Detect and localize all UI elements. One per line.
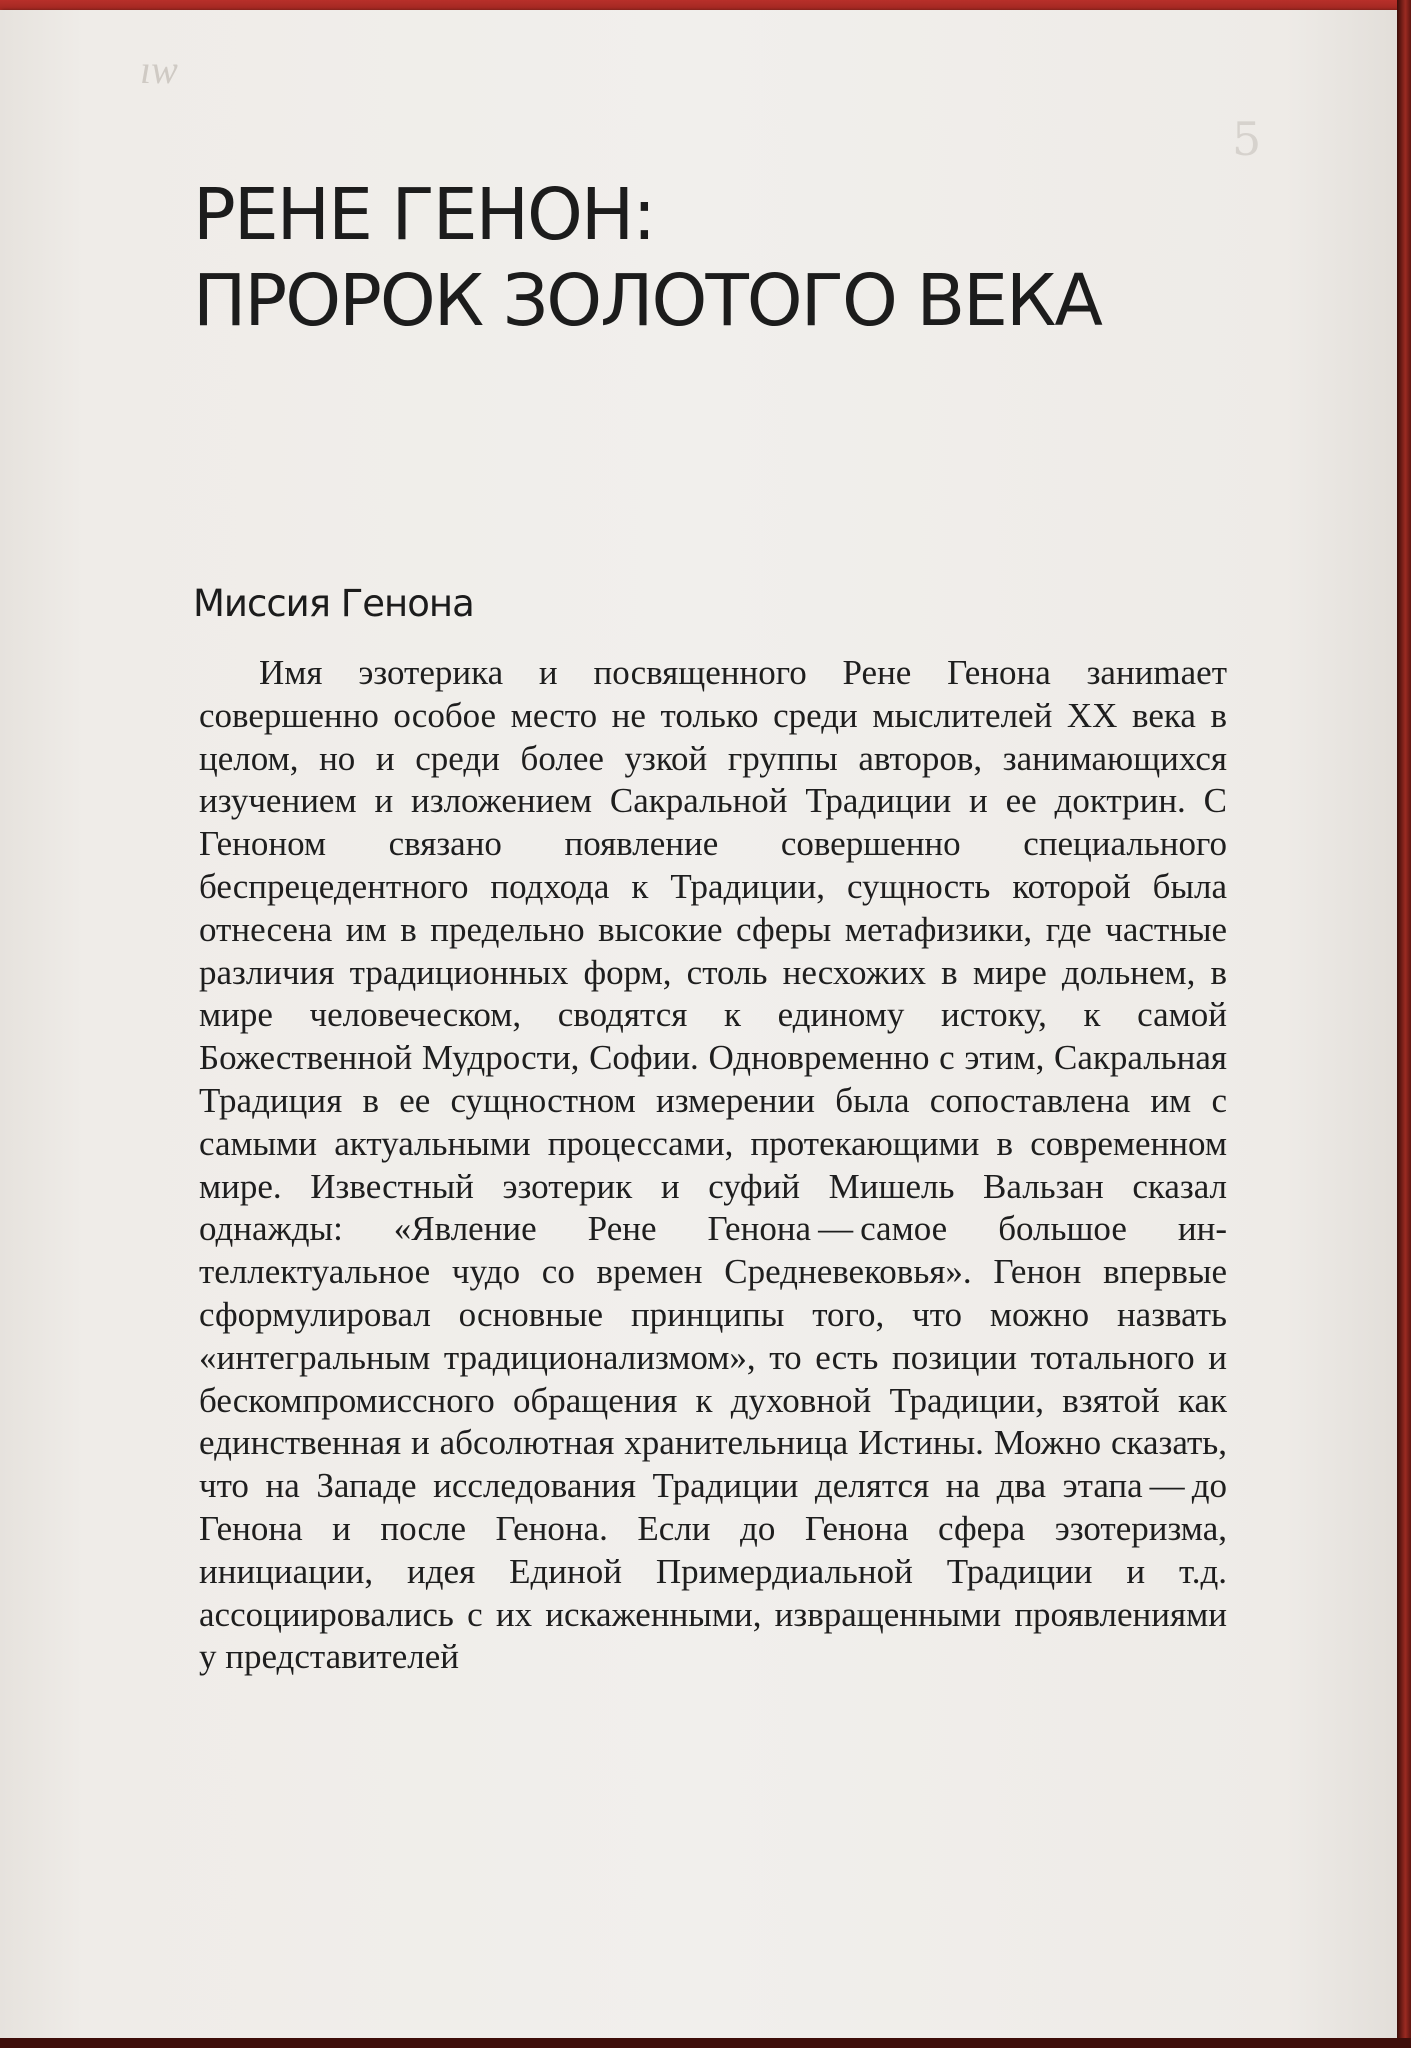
book-page — [0, 10, 1398, 2040]
body-paragraph: Имя эзотерика и посвященного Рене Генона заниmает совершенно особое место не только среди мыслителей XX века в целом, но и среди более узкой группы авторов, занимающихся изучением и изложением Сакральной Традиции и ее доктрин. С Геноном связано появление совершенно специального беспрецедентного подхода к Традиции, сущность которой была отнесена им в предельно высокие сферы метафизики, где частные различия традиционных форм, столь несхожих в мире дольнем, в мире человеческом, сводятся к единому истоку, к самой Божественной Мудрости, Софии. Одновременно с этим, Сакральная Традиция в ее сущностном измерении была сопоставлена им с самыми актуальными процессами, протекающими в современном мире. Известный эзотерик и суфий Мишель Вальзан сказал однажды: «Явление Рене Генона — самое большое интеллектуальное чудо со времен Средневековья». Генон впервые сформулировал основные принципы того, что можно назвать «интегральным традиционализмом», то есть позиции тотального и бескомпромиссного обращения к духовной Традиции, взятой как единственная и абсолютная хранительница Истины. Можно сказать, что на Западе исследования Традиции делятся на два этапа — до Генона и после Генона. Если до Генона сфера эзотеризма, инициации, идея Единой Примердиальной Традиции и т.д. ассоциировались с их искаженными, извращенными проявлениями у представителей — [199, 653, 1227, 1677]
chapter-title — [193, 172, 1101, 344]
pencil-mark: ıw — [140, 47, 178, 92]
book-cover-right-edge — [1397, 0, 1411, 2048]
chapter-title-line-2: ПРОРОК ЗОЛОТОГО ВЕКА — [193, 259, 1101, 342]
chapter-title-line-1: РЕНЕ ГЕНОН: — [193, 173, 655, 256]
section-title: Миссия Генона — [193, 582, 474, 625]
page-number: 5 — [1232, 112, 1262, 166]
book-cover-bottom-edge — [0, 2038, 1411, 2048]
